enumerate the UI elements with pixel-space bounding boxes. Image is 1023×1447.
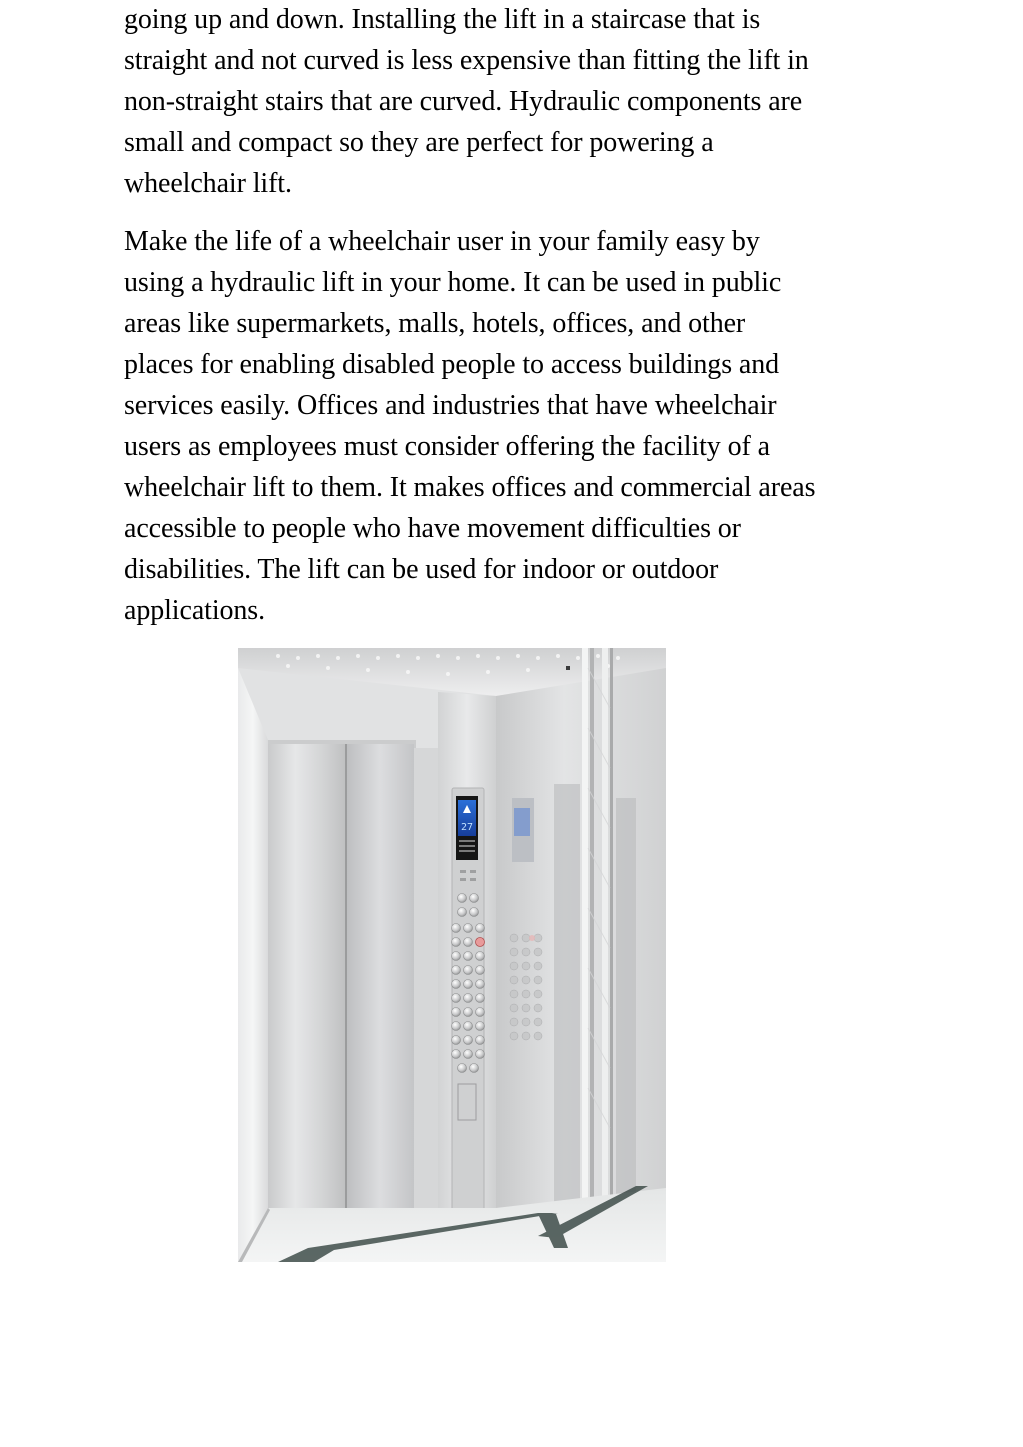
paragraph-hydraulic-components bbox=[124, 0, 914, 204]
text-line: small and compact so they are perfect for powering a bbox=[124, 127, 714, 158]
text-line: using a hydraulic lift in your home. It can be used in public bbox=[124, 267, 782, 298]
text-line: non-straight stairs that are curved. Hydraulic components are bbox=[124, 86, 803, 117]
text-line: services easily. Offices and industries that have wheelchair bbox=[124, 390, 777, 421]
text-line: going up and down. Installing the lift in a staircase that is bbox=[124, 4, 761, 35]
text-line: accessible to people who have movement difficulties or bbox=[124, 513, 741, 544]
paragraph-wheelchair-user bbox=[124, 221, 914, 631]
floor-display-number: 27 bbox=[460, 822, 474, 833]
elevator-interior-photo bbox=[238, 648, 666, 1262]
text-line: disabilities. The lift can be used for indoor or outdoor bbox=[124, 554, 719, 585]
text-line: straight and not curved is less expensive than fitting the lift in bbox=[124, 45, 809, 76]
text-line: wheelchair lift. bbox=[124, 168, 292, 199]
text-line: wheelchair lift to them. It makes offices and commercial areas bbox=[124, 472, 816, 503]
text-line: applications. bbox=[124, 595, 265, 626]
text-line: places for enabling disabled people to access buildings and bbox=[124, 349, 780, 380]
text-line: areas like supermarkets, malls, hotels, offices, and other bbox=[124, 308, 746, 339]
text-line: users as employees must consider offering the facility of a bbox=[124, 431, 770, 462]
text-line: Make the life of a wheelchair user in your family easy by bbox=[124, 226, 760, 257]
